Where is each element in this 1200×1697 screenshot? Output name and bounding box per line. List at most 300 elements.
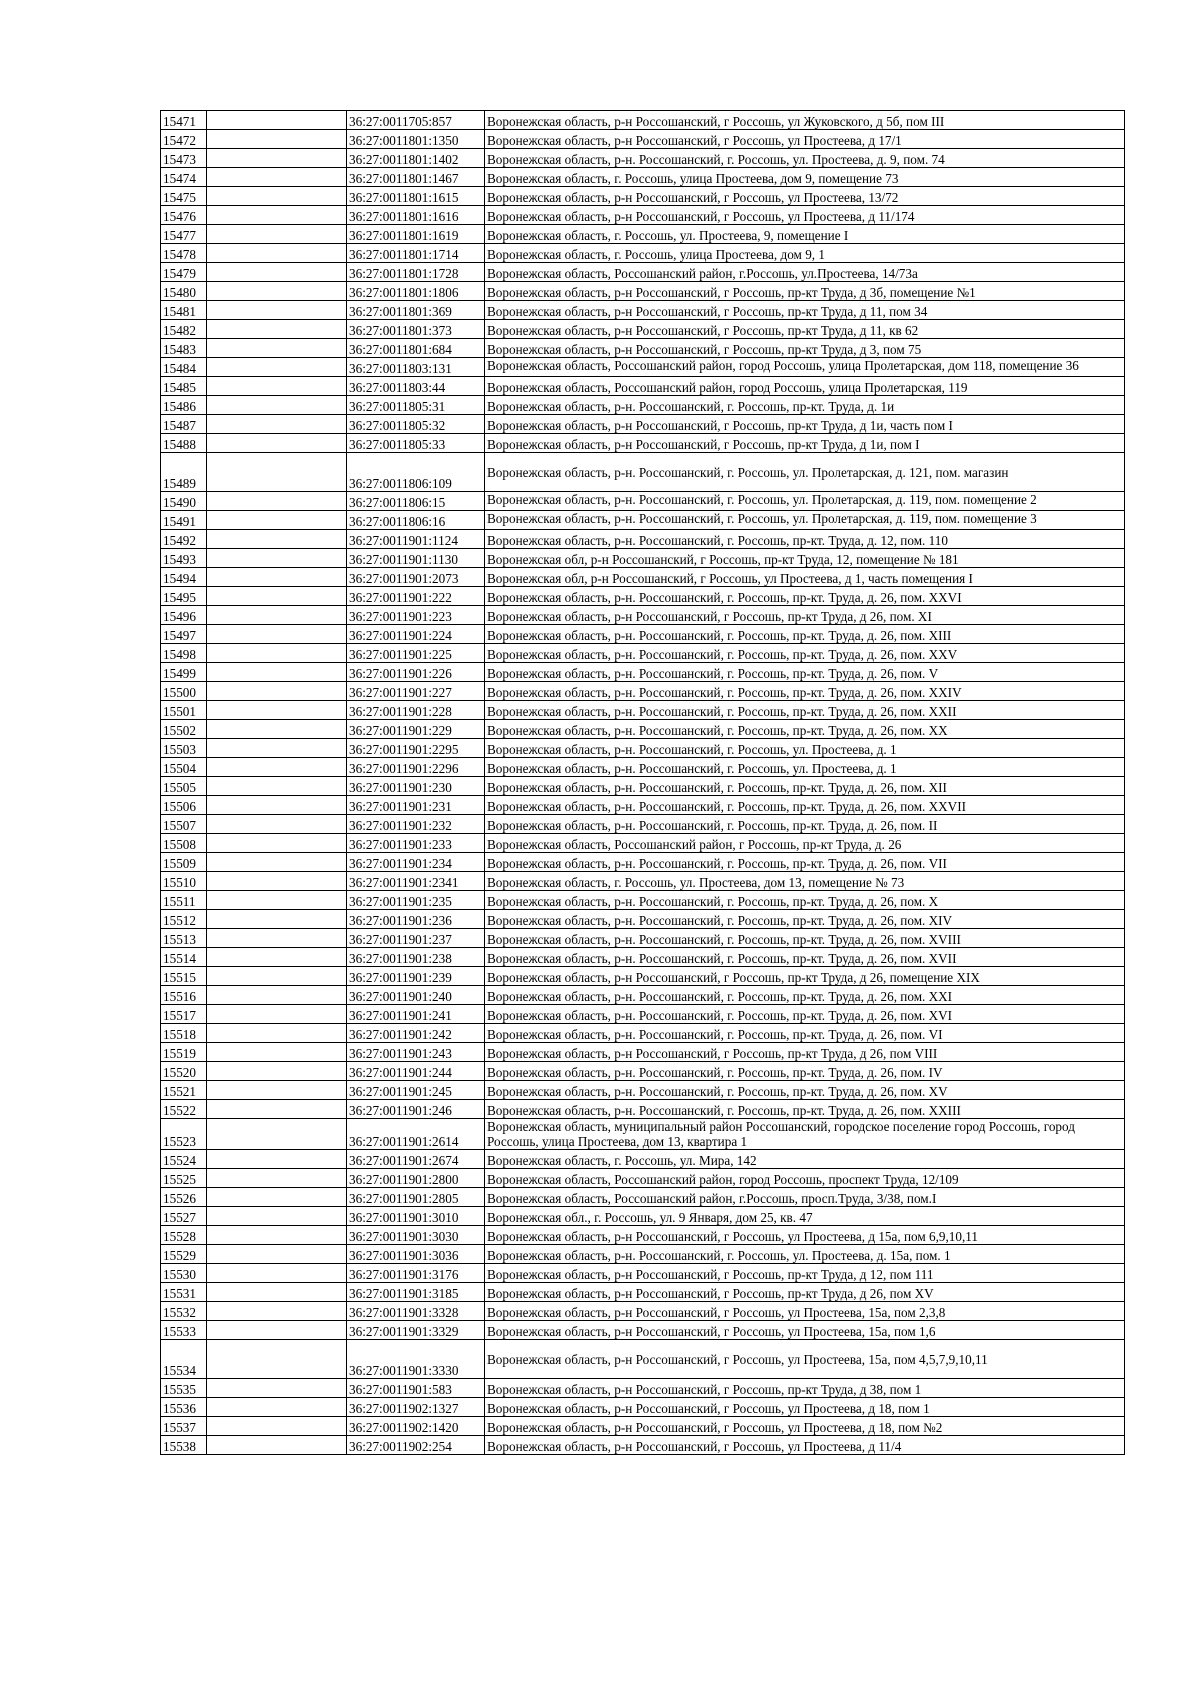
address-cell: Воронежская область, р-н Россошанский, г Россошь, ул Простеева, д 18, пом №2: [485, 1417, 1125, 1436]
cadastral-number-cell: 36:27:0011901:3036: [347, 1245, 485, 1264]
table-row: [161, 434, 1125, 453]
address-cell: Воронежская область, р-н. Россошанский, г. Россошь, пр-кт. Труда, д. 26, пом. XXI: [485, 986, 1125, 1005]
address-cell: Воронежская область, р-н Россошанский, г Россошь, ул Простеева, 15а, пом 4,5,7,9,10,11: [485, 1340, 1125, 1379]
cadastral-number-cell: 36:27:0011901:2073: [347, 568, 485, 587]
table-row: [161, 130, 1125, 149]
address-cell: Воронежская область, р-н Россошанский, г Россошь, ул Простеева, д 11/174: [485, 206, 1125, 225]
row-number-cell: 15487: [161, 415, 207, 434]
table-row: [161, 1188, 1125, 1207]
row-number-cell: 15534: [161, 1340, 207, 1379]
row-number-cell: 15519: [161, 1043, 207, 1062]
empty-cell: [207, 967, 347, 986]
empty-cell: [207, 377, 347, 396]
table-row: [161, 758, 1125, 777]
address-cell: Воронежская область, г. Россошь, ул. Простеева, дом 13, помещение № 73: [485, 872, 1125, 891]
address-cell: Воронежская область, р-н Россошанский, г Россошь, пр-кт Труда, д 3б, помещение №1: [485, 282, 1125, 301]
empty-cell: [207, 910, 347, 929]
cadastral-number-cell: 36:27:0011901:3185: [347, 1283, 485, 1302]
row-number-cell: 15526: [161, 1188, 207, 1207]
row-number-cell: 15477: [161, 225, 207, 244]
row-number-cell: 15496: [161, 606, 207, 625]
address-cell: Воронежская область, муниципальный район Россошанский, городское поселение город Россошь, город Россошь, улица Простеева, дом 13, квартира 1: [485, 1119, 1125, 1150]
address-cell: Воронежская область, р-н Россошанский, г Россошь, ул Простеева, д 11/4: [485, 1436, 1125, 1455]
row-number-cell: 15535: [161, 1379, 207, 1398]
address-cell: Воронежская обл, р-н Россошанский, г Россошь, пр-кт Труда, 12, помещение № 181: [485, 549, 1125, 568]
cadastral-number-cell: 36:27:0011901:238: [347, 948, 485, 967]
row-number-cell: 15516: [161, 986, 207, 1005]
table-row: [161, 777, 1125, 796]
address-cell: Воронежская область, р-н Россошанский, г Россошь, пр-кт Труда, д 26, помещение XIX: [485, 967, 1125, 986]
address-cell: Воронежская область, р-н. Россошанский, г. Россошь, пр-кт. Труда, д. 26, пом. XXV: [485, 644, 1125, 663]
cadastral-number-cell: 36:27:0011901:226: [347, 663, 485, 682]
empty-cell: [207, 739, 347, 758]
empty-cell: [207, 453, 347, 492]
empty-cell: [207, 663, 347, 682]
address-cell: Воронежская область, р-н Россошанский, г Россошь, пр-кт Труда, д 11, кв 62: [485, 320, 1125, 339]
table-row: [161, 549, 1125, 568]
empty-cell: [207, 1321, 347, 1340]
empty-cell: [207, 415, 347, 434]
cadastral-number-cell: 36:27:0011901:3328: [347, 1302, 485, 1321]
address-cell: Воронежская область, р-н. Россошанский, г. Россошь, пр-кт. Труда, д. 26, пом. II: [485, 815, 1125, 834]
row-number-cell: 15482: [161, 320, 207, 339]
address-cell: Воронежская область, р-н. Россошанский, г. Россошь, пр-кт. Труда, д. 26, пом. V: [485, 663, 1125, 682]
empty-cell: [207, 1436, 347, 1455]
address-cell: Воронежская область, р-н Россошанский, г Россошь, ул Простеева, д 18, пом 1: [485, 1398, 1125, 1417]
cadastral-number-cell: 36:27:0011901:2341: [347, 872, 485, 891]
cadastral-number-cell: 36:27:0011801:684: [347, 339, 485, 358]
row-number-cell: 15517: [161, 1005, 207, 1024]
empty-cell: [207, 1005, 347, 1024]
empty-cell: [207, 511, 347, 530]
address-cell: Воронежская область, р-н. Россошанский, г. Россошь, пр-кт. Труда, д. 12, пом. 110: [485, 530, 1125, 549]
empty-cell: [207, 948, 347, 967]
row-number-cell: 15536: [161, 1398, 207, 1417]
table-row: [161, 986, 1125, 1005]
empty-cell: [207, 244, 347, 263]
cadastral-number-cell: 36:27:0011901:228: [347, 701, 485, 720]
address-cell: Воронежская область, р-н Россошанский, г Россошь, ул Жуковского, д 5б, пом III: [485, 111, 1125, 130]
table-row: [161, 244, 1125, 263]
row-number-cell: 15515: [161, 967, 207, 986]
empty-cell: [207, 1100, 347, 1119]
table-row: [161, 282, 1125, 301]
row-number-cell: 15485: [161, 377, 207, 396]
row-number-cell: 15499: [161, 663, 207, 682]
row-number-cell: 15518: [161, 1024, 207, 1043]
address-cell: Воронежская область, р-н. Россошанский, г. Россошь, пр-кт. Труда, д. 26, пом. XXVI: [485, 587, 1125, 606]
row-number-cell: 15493: [161, 549, 207, 568]
row-number-cell: 15522: [161, 1100, 207, 1119]
table-row: [161, 1062, 1125, 1081]
row-number-cell: 15532: [161, 1302, 207, 1321]
table-row: [161, 1150, 1125, 1169]
empty-cell: [207, 1169, 347, 1188]
row-number-cell: 15503: [161, 739, 207, 758]
empty-cell: [207, 1264, 347, 1283]
empty-cell: [207, 187, 347, 206]
empty-cell: [207, 568, 347, 587]
table-row: [161, 587, 1125, 606]
address-cell: Воронежская область, г. Россошь, ул. Простеева, 9, помещение I: [485, 225, 1125, 244]
row-number-cell: 15488: [161, 434, 207, 453]
row-number-cell: 15533: [161, 1321, 207, 1340]
cadastral-number-cell: 36:27:0011801:1402: [347, 149, 485, 168]
row-number-cell: 15525: [161, 1169, 207, 1188]
empty-cell: [207, 339, 347, 358]
table-row: [161, 815, 1125, 834]
empty-cell: [207, 891, 347, 910]
table-row: [161, 187, 1125, 206]
empty-cell: [207, 606, 347, 625]
empty-cell: [207, 263, 347, 282]
row-number-cell: 15484: [161, 358, 207, 377]
address-cell: Воронежская область, р-н Россошанский, г Россошь, пр-кт Труда, д 26, пом VIII: [485, 1043, 1125, 1062]
table-row: [161, 720, 1125, 739]
row-number-cell: 15523: [161, 1119, 207, 1150]
table-row: [161, 1100, 1125, 1119]
address-cell: Воронежская область, р-н. Россошанский, г. Россошь, ул. Простеева, д. 15а, пом. 1: [485, 1245, 1125, 1264]
cadastral-number-cell: 36:27:0011801:369: [347, 301, 485, 320]
empty-cell: [207, 644, 347, 663]
cadastral-number-cell: 36:27:0011801:1806: [347, 282, 485, 301]
address-cell: Воронежская область, р-н. Россошанский, г. Россошь, пр-кт. Труда, д. 26, пом. XXVII: [485, 796, 1125, 815]
cadastral-number-cell: 36:27:0011901:237: [347, 929, 485, 948]
empty-cell: [207, 301, 347, 320]
row-number-cell: 15500: [161, 682, 207, 701]
table-row: [161, 1340, 1125, 1379]
cadastral-number-cell: 36:27:0011901:2800: [347, 1169, 485, 1188]
address-cell: Воронежская область, р-н Россошанский, г Россошь, ул Простеева, 15а, пом 2,3,8: [485, 1302, 1125, 1321]
empty-cell: [207, 1024, 347, 1043]
empty-cell: [207, 1188, 347, 1207]
cadastral-number-cell: 36:27:0011901:232: [347, 815, 485, 834]
cadastral-number-cell: 36:27:0011901:224: [347, 625, 485, 644]
empty-cell: [207, 1340, 347, 1379]
row-number-cell: 15513: [161, 929, 207, 948]
table-row: [161, 1169, 1125, 1188]
row-number-cell: 15531: [161, 1283, 207, 1302]
cadastral-number-cell: 36:27:0011901:243: [347, 1043, 485, 1062]
empty-cell: [207, 530, 347, 549]
table-row: [161, 568, 1125, 587]
table-row: [161, 1283, 1125, 1302]
cadastral-number-cell: 36:27:0011901:2296: [347, 758, 485, 777]
row-number-cell: 15537: [161, 1417, 207, 1436]
empty-cell: [207, 549, 347, 568]
cadastral-number-cell: 36:27:0011901:229: [347, 720, 485, 739]
address-cell: Воронежская область, р-н Россошанский, г Россошь, пр-кт Труда, д 38, пом 1: [485, 1379, 1125, 1398]
cadastral-number-cell: 36:27:0011901:583: [347, 1379, 485, 1398]
table-row: [161, 492, 1125, 511]
empty-cell: [207, 225, 347, 244]
address-cell: Воронежская область, Россошанский район, г.Россошь, ул.Простеева, 14/73а: [485, 263, 1125, 282]
cadastral-number-cell: 36:27:0011901:225: [347, 644, 485, 663]
empty-cell: [207, 1043, 347, 1062]
table-row: [161, 415, 1125, 434]
address-cell: Воронежская обл, р-н Россошанский, г Россошь, ул Простеева, д 1, часть помещения I: [485, 568, 1125, 587]
empty-cell: [207, 853, 347, 872]
row-number-cell: 15472: [161, 130, 207, 149]
table-row: [161, 206, 1125, 225]
address-cell: Воронежская область, р-н. Россошанский, г. Россошь, пр-кт. Труда, д. 26, пом. XV: [485, 1081, 1125, 1100]
row-number-cell: 15504: [161, 758, 207, 777]
cadastral-number-cell: 36:27:0011901:245: [347, 1081, 485, 1100]
table-row: [161, 948, 1125, 967]
row-number-cell: 15520: [161, 1062, 207, 1081]
address-cell: Воронежская область, р-н. Россошанский, г. Россошь, ул. Простеева, д. 9, пом. 74: [485, 149, 1125, 168]
empty-cell: [207, 358, 347, 377]
table-row: [161, 111, 1125, 130]
empty-cell: [207, 1207, 347, 1226]
cadastral-number-cell: 36:27:0011901:230: [347, 777, 485, 796]
table-row: [161, 1226, 1125, 1245]
address-cell: Воронежская область, р-н Россошанский, г Россошь, ул Простеева, 13/72: [485, 187, 1125, 206]
row-number-cell: 15501: [161, 701, 207, 720]
table-row: [161, 453, 1125, 492]
cadastral-number-cell: 36:27:0011805:32: [347, 415, 485, 434]
table-row: [161, 1436, 1125, 1455]
empty-cell: [207, 701, 347, 720]
empty-cell: [207, 149, 347, 168]
address-cell: Воронежская область, р-н. Россошанский, г. Россошь, пр-кт. Труда, д. 26, пом. IV: [485, 1062, 1125, 1081]
table-row: [161, 796, 1125, 815]
cadastral-number-cell: 36:27:0011901:3176: [347, 1264, 485, 1283]
empty-cell: [207, 168, 347, 187]
table-row: [161, 1245, 1125, 1264]
row-number-cell: 15475: [161, 187, 207, 206]
empty-cell: [207, 434, 347, 453]
cadastral-number-cell: 36:27:0011806:15: [347, 492, 485, 511]
row-number-cell: 15481: [161, 301, 207, 320]
row-number-cell: 15498: [161, 644, 207, 663]
cadastral-number-cell: 36:27:0011801:1615: [347, 187, 485, 206]
address-cell: Воронежская область, Россошанский район, город Россошь, улица Пролетарская, дом 118, помещение 36: [485, 358, 1125, 377]
empty-cell: [207, 587, 347, 606]
row-number-cell: 15511: [161, 891, 207, 910]
row-number-cell: 15508: [161, 834, 207, 853]
cadastral-number-cell: 36:27:0011901:223: [347, 606, 485, 625]
address-cell: Воронежская область, р-н. Россошанский, г. Россошь, ул. Пролетарская, д. 121, пом. магазин: [485, 453, 1125, 492]
table-row: [161, 530, 1125, 549]
address-cell: Воронежская область, р-н. Россошанский, г. Россошь, пр-кт. Труда, д. 26, пом. X: [485, 891, 1125, 910]
address-cell: Воронежская область, р-н Россошанский, г Россошь, пр-кт Труда, д 26, пом. XI: [485, 606, 1125, 625]
row-number-cell: 15512: [161, 910, 207, 929]
row-number-cell: 15495: [161, 587, 207, 606]
cadastral-number-cell: 36:27:0011901:242: [347, 1024, 485, 1043]
row-number-cell: 15471: [161, 111, 207, 130]
cadastral-number-cell: 36:27:0011801:1467: [347, 168, 485, 187]
address-cell: Воронежская область, р-н. Россошанский, г. Россошь, пр-кт. Труда, д. 26, пом. XVI: [485, 1005, 1125, 1024]
table-row: [161, 1081, 1125, 1100]
row-number-cell: 15478: [161, 244, 207, 263]
table-row: [161, 511, 1125, 530]
address-cell: Воронежская область, Россошанский район, г Россошь, пр-кт Труда, д. 26: [485, 834, 1125, 853]
cadastral-number-cell: 36:27:0011901:222: [347, 587, 485, 606]
address-cell: Воронежская область, Россошанский район, город Россошь, улица Пролетарская, 119: [485, 377, 1125, 396]
table-row: [161, 1043, 1125, 1062]
row-number-cell: 15514: [161, 948, 207, 967]
row-number-cell: 15483: [161, 339, 207, 358]
row-number-cell: 15507: [161, 815, 207, 834]
table-row: [161, 320, 1125, 339]
cadastral-number-cell: 36:27:0011801:1714: [347, 244, 485, 263]
row-number-cell: 15486: [161, 396, 207, 415]
table-row: [161, 682, 1125, 701]
cadastral-number-cell: 36:27:0011901:1124: [347, 530, 485, 549]
row-number-cell: 15494: [161, 568, 207, 587]
address-cell: Воронежская область, р-н. Россошанский, г. Россошь, пр-кт. Труда, д. 26, пом. XXIII: [485, 1100, 1125, 1119]
cadastral-number-cell: 36:27:0011901:244: [347, 1062, 485, 1081]
table-row: [161, 1398, 1125, 1417]
empty-cell: [207, 1417, 347, 1436]
row-number-cell: 15474: [161, 168, 207, 187]
table-row: [161, 1024, 1125, 1043]
cadastral-number-cell: 36:27:0011803:131: [347, 358, 485, 377]
cadastral-number-cell: 36:27:0011901:2805: [347, 1188, 485, 1207]
address-cell: Воронежская область, р-н Россошанский, г Россошь, ул Простеева, д 17/1: [485, 130, 1125, 149]
cadastral-number-cell: 36:27:0011901:231: [347, 796, 485, 815]
row-number-cell: 15490: [161, 492, 207, 511]
table-row: [161, 644, 1125, 663]
table-row: [161, 1005, 1125, 1024]
address-cell: Воронежская область, р-н Россошанский, г Россошь, пр-кт Труда, д 3, пом 75: [485, 339, 1125, 358]
table-row: [161, 396, 1125, 415]
address-cell: Воронежская область, р-н Россошанский, г Россошь, ул Простеева, д 15а, пом 6,9,10,11: [485, 1226, 1125, 1245]
empty-cell: [207, 815, 347, 834]
row-number-cell: 15510: [161, 872, 207, 891]
address-cell: Воронежская область, р-н. Россошанский, г. Россошь, пр-кт. Труда, д. 26, пом. XVIII: [485, 929, 1125, 948]
cadastral-number-cell: 36:27:0011901:241: [347, 1005, 485, 1024]
cadastral-number-cell: 36:27:0011801:373: [347, 320, 485, 339]
empty-cell: [207, 282, 347, 301]
table-row: [161, 625, 1125, 644]
table-row: [161, 606, 1125, 625]
table-row: [161, 225, 1125, 244]
cadastral-number-cell: 36:27:0011705:857: [347, 111, 485, 130]
address-cell: Воронежская область, р-н Россошанский, г Россошь, пр-кт Труда, д 11, пом 34: [485, 301, 1125, 320]
empty-cell: [207, 872, 347, 891]
empty-cell: [207, 111, 347, 130]
empty-cell: [207, 492, 347, 511]
empty-cell: [207, 986, 347, 1005]
row-number-cell: 15489: [161, 453, 207, 492]
address-cell: Воронежская обл., г. Россошь, ул. 9 Января, дом 25, кв. 47: [485, 1207, 1125, 1226]
cadastral-number-cell: 36:27:0011901:1130: [347, 549, 485, 568]
cadastral-number-cell: 36:27:0011801:1616: [347, 206, 485, 225]
row-number-cell: 15528: [161, 1226, 207, 1245]
address-cell: Воронежская область, р-н. Россошанский, г. Россошь, пр-кт. Труда, д. 26, пом. XII: [485, 777, 1125, 796]
cadastral-number-cell: 36:27:0011806:109: [347, 453, 485, 492]
empty-cell: [207, 834, 347, 853]
empty-cell: [207, 796, 347, 815]
empty-cell: [207, 758, 347, 777]
table-row: [161, 358, 1125, 377]
address-cell: Воронежская область, р-н. Россошанский, г. Россошь, пр-кт. Труда, д. 26, пом. XX: [485, 720, 1125, 739]
row-number-cell: 15521: [161, 1081, 207, 1100]
cadastral-number-cell: 36:27:0011901:2674: [347, 1150, 485, 1169]
table-row: [161, 853, 1125, 872]
row-number-cell: 15506: [161, 796, 207, 815]
cadastral-number-cell: 36:27:0011901:2614: [347, 1119, 485, 1150]
address-cell: Воронежская область, р-н. Россошанский, г. Россошь, пр-кт. Труда, д. 26, пом. VI: [485, 1024, 1125, 1043]
table-row: [161, 834, 1125, 853]
address-cell: Воронежская область, р-н. Россошанский, г. Россошь, пр-кт. Труда, д. 26, пом. XXII: [485, 701, 1125, 720]
cadastral-number-cell: 36:27:0011901:240: [347, 986, 485, 1005]
row-number-cell: 15538: [161, 1436, 207, 1455]
table-row: [161, 1417, 1125, 1436]
cadastral-number-cell: 36:27:0011902:1327: [347, 1398, 485, 1417]
empty-cell: [207, 1081, 347, 1100]
table-row: [161, 701, 1125, 720]
address-cell: Воронежская область, р-н. Россошанский, г. Россошь, пр-кт. Труда, д. 26, пом. XIV: [485, 910, 1125, 929]
empty-cell: [207, 1226, 347, 1245]
table-row: [161, 377, 1125, 396]
empty-cell: [207, 625, 347, 644]
empty-cell: [207, 1062, 347, 1081]
cadastral-number-cell: 36:27:0011803:44: [347, 377, 485, 396]
table-row: [161, 1302, 1125, 1321]
address-cell: Воронежская область, г. Россошь, улица Простеева, дом 9, помещение 73: [485, 168, 1125, 187]
cadastral-number-cell: 36:27:0011901:3010: [347, 1207, 485, 1226]
table-row: [161, 149, 1125, 168]
address-cell: Воронежская область, р-н Россошанский, г Россошь, пр-кт Труда, д 12, пом 111: [485, 1264, 1125, 1283]
empty-cell: [207, 1302, 347, 1321]
address-cell: Воронежская область, Россошанский район, город Россошь, проспект Труда, 12/109: [485, 1169, 1125, 1188]
table-row: [161, 967, 1125, 986]
table-row: [161, 739, 1125, 758]
row-number-cell: 15527: [161, 1207, 207, 1226]
table-row: [161, 929, 1125, 948]
cadastral-number-cell: 36:27:0011901:235: [347, 891, 485, 910]
address-cell: Воронежская область, Россошанский район, г.Россошь, просп.Труда, 3/38, пом.I: [485, 1188, 1125, 1207]
empty-cell: [207, 720, 347, 739]
row-number-cell: 15502: [161, 720, 207, 739]
cadastral-number-cell: 36:27:0011901:227: [347, 682, 485, 701]
address-cell: Воронежская область, г. Россошь, улица Простеева, дом 9, 1: [485, 244, 1125, 263]
cadastral-number-cell: 36:27:0011901:233: [347, 834, 485, 853]
address-cell: Воронежская область, р-н Россошанский, г Россошь, пр-кт Труда, д 1и, пом I: [485, 434, 1125, 453]
row-number-cell: 15497: [161, 625, 207, 644]
cadastral-number-cell: 36:27:0011806:16: [347, 511, 485, 530]
row-number-cell: 15491: [161, 511, 207, 530]
table-row: [161, 1207, 1125, 1226]
row-number-cell: 15479: [161, 263, 207, 282]
cadastral-number-cell: 36:27:0011901:246: [347, 1100, 485, 1119]
address-cell: Воронежская область, г. Россошь, ул. Мира, 142: [485, 1150, 1125, 1169]
table-row: [161, 1264, 1125, 1283]
table-row: [161, 1119, 1125, 1150]
address-cell: Воронежская область, р-н Россошанский, г Россошь, ул Простеева, 15а, пом 1,6: [485, 1321, 1125, 1340]
address-cell: Воронежская область, р-н. Россошанский, г. Россошь, ул. Простеева, д. 1: [485, 758, 1125, 777]
address-cell: Воронежская область, р-н. Россошанский, г. Россошь, ул. Простеева, д. 1: [485, 739, 1125, 758]
empty-cell: [207, 1245, 347, 1264]
address-cell: Воронежская область, р-н. Россошанский, г. Россошь, пр-кт. Труда, д. 26, пом. XVII: [485, 948, 1125, 967]
cadastral-number-cell: 36:27:0011902:254: [347, 1436, 485, 1455]
address-cell: Воронежская область, р-н. Россошанский, г. Россошь, ул. Пролетарская, д. 119, пом. помещение 3: [485, 511, 1125, 530]
table-row: [161, 891, 1125, 910]
address-cell: Воронежская область, р-н. Россошанский, г. Россошь, пр-кт. Труда, д. 26, пом. VII: [485, 853, 1125, 872]
address-cell: Воронежская область, р-н. Россошанский, г. Россошь, ул. Пролетарская, д. 119, пом. помещение 2: [485, 492, 1125, 511]
row-number-cell: 15480: [161, 282, 207, 301]
empty-cell: [207, 682, 347, 701]
empty-cell: [207, 1150, 347, 1169]
address-cell: Воронежская область, р-н. Россошанский, г. Россошь, пр-кт. Труда, д. 26, пом. XIII: [485, 625, 1125, 644]
registry-table: [160, 110, 1125, 1455]
empty-cell: [207, 1119, 347, 1150]
row-number-cell: 15524: [161, 1150, 207, 1169]
row-number-cell: 15529: [161, 1245, 207, 1264]
